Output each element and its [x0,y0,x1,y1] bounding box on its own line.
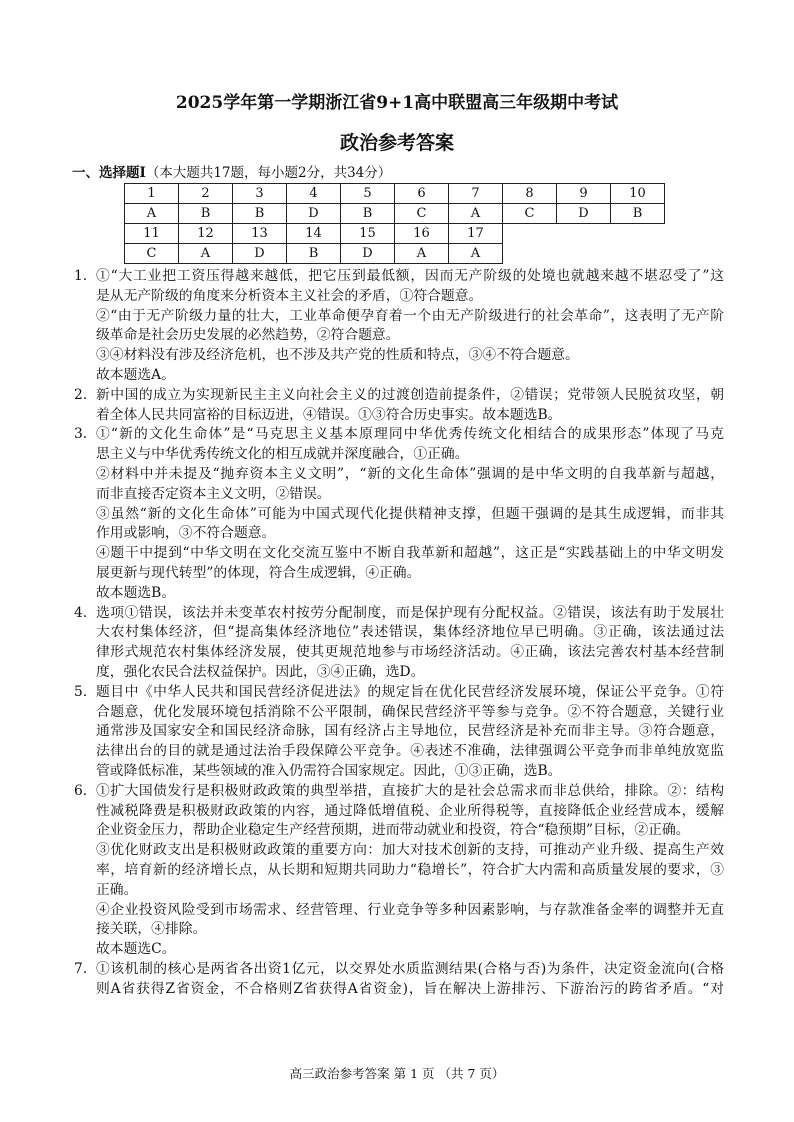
text-line: 展更新与现代转型”的体现，符合生成逻辑，④正确。 [96,564,421,581]
question-number-cell: 4 [287,184,341,204]
text-line: ③④材料没有涉及经济危机，也不涉及共产党的性质和特点，③④不符合题意。 [96,347,579,364]
text-line: 企业资金压力，帮助企业稳定生产经营预期，进而带动就业和投资，符合“稳预期”目标，②正确。 [96,822,690,839]
question-number: 6. [74,782,88,799]
question-number-cell: 12 [179,224,233,244]
question-number-cell: 16 [395,224,449,244]
text-line: 则A省获得Z省资金，不合格则Z省获得A省资金)，旨在解决上游排污、下游治污的跨省矛盾。“对 [96,980,724,997]
text-line: 是从无产阶级的角度来分析资本主义社会的矛盾，①符合题意。 [96,287,483,304]
answer-cell: B [287,244,341,264]
text-line: 合题意，优化发展环境包括消除不公平限制，确保民营经济平等参与竞争。②不符合题意，关键行业 [96,703,724,720]
answer-cell: C [395,204,449,224]
text-line: 新中国的成立为实现新民主主义向社会主义的过渡创造前提条件，②错误；党带领人民脱贫攻坚，朝 [96,386,724,403]
question-number-cell: 6 [395,184,449,204]
text-line: 通常涉及国家安全和国民经济命脉，国有经济占主导地位，民营经济是补充而非主导。③符合题意， [96,723,724,740]
question-number-cell: 5 [341,184,395,204]
text-line: 正确。 [96,881,138,898]
answer-explanation [74,386,724,426]
question-number-cell: 11 [125,224,179,244]
empty-cell [611,244,665,264]
text-line: 级革命是社会历史发展的必然趋势，②符合题意。 [96,327,400,344]
text-line: ④企业投资风险受到市场需求、经营管理、行业竞争等多种因素影响，与存款准备金率的调整并无直 [96,901,724,918]
answer-table [124,183,665,264]
text-line: ①该机制的核心是两省各出资1亿元，以交界处水质监测结果(合格与否)为条件，决定资金流向(合格 [96,960,724,977]
answer-cell: A [449,244,503,264]
answer-explanation [74,604,724,683]
answer-cell: D [233,244,287,264]
answer-cell: D [557,204,611,224]
answer-table-row [125,184,665,204]
section-heading [72,161,391,181]
question-number: 1. [74,268,88,284]
text-line: ①“新的文化生命体”是“马克思主义基本原理同中华优秀传统文化相结合的成果形态”体现了马克 [96,426,724,443]
text-line: 而非直接否定资本主义文明，②错误。 [96,485,331,502]
text-line: 故本题选C。 [96,941,176,958]
answer-table-row [125,204,665,224]
question-number-cell: 9 [557,184,611,204]
text-line: 作用或影响，③不符合题意。 [96,525,276,542]
question-number-cell: 3 [233,184,287,204]
answer-cell: D [287,204,341,224]
text-line: 度，强化农民合法权益保护。因此，③④正确，选D。 [96,663,425,680]
answer-table-row [125,244,665,264]
section-label: 一、选择题Ⅰ [72,165,146,181]
question-number: 7. [74,960,88,977]
text-line: 思主义与中华优秀传统文化的相互成就并深度融合，①正确。 [96,446,469,463]
text-line: ①扩大国债发行是积极财政政策的典型举措，直接扩大的是社会总需求而非总供给，排除。②：结构 [96,782,724,799]
explanations [74,267,724,999]
answer-cell: C [503,204,557,224]
answer-cell: A [395,244,449,264]
question-number-cell: 14 [287,224,341,244]
text-line: 大农村集体经济，但“提高集体经济地位”表述错误，集体经济地位早已明确。③正确，该法通过法 [96,624,724,641]
answer-cell: B [611,204,665,224]
text-line: 性减税降费是积极财政政策的内容，通过降低增值税、企业所得税等，直接降低企业经营成本，缓解 [96,802,724,819]
empty-cell [557,244,611,264]
text-line: ③优化财政支出是积极财政政策的重要方向：加大对技术创新的支持，可推动产业升级、提高生产效 [96,842,724,859]
question-number: 4. [74,604,88,621]
answer-explanation [74,782,724,960]
text-line: 接关联，④排除。 [96,921,207,938]
text-line: 管或降低标准，某些领域的准入仍需符合国家规定。因此，①③正确，选B。 [96,762,562,779]
answer-key-title: 政治参考答案 [339,132,454,154]
text-line: 故本题选B。 [96,584,176,601]
question-number-cell: 8 [503,184,557,204]
text-line: 法律出台的目的就是通过法治手段保障公平竞争。④表述不准确，法律强调公平竞争而非单纯放宽监 [96,743,724,760]
question-number-cell: 1 [125,184,179,204]
text-line: ④题干中提到“中华文明在文化交流互鉴中不断自我革新和超越”，这正是“实践基础上的中华文明发 [96,545,724,562]
question-number-cell: 2 [179,184,233,204]
answer-explanation [74,267,724,386]
question-number-cell: 13 [233,224,287,244]
text-line: 律形式规范农村集体经济发展，使其更规范地参与市场经济活动。④正确，该法完善农村基本经营制 [96,644,724,661]
empty-cell [611,224,665,244]
text-line: ③虽然“新的文化生命体”可能为中国式现代化提供精神支撑，但题干强调的是其生成逻辑，而非其 [96,505,724,522]
empty-cell [503,244,557,264]
answer-explanation [74,683,724,782]
exam-title: 2025学年第一学期浙江省9+1高中联盟高三年级期中考试 [175,93,619,113]
question-number-cell: 7 [449,184,503,204]
page-footer: 高三政治参考答案 第 1 页 （共 7 页） [289,1066,505,1081]
text-line: ②“由于无产阶级力量的壮大，工业革命便孕育着一个由无产阶级进行的社会革命”，这表明了无产阶 [96,307,724,324]
answer-cell: A [449,204,503,224]
text-line: ①“大工业把工资压得越来越低，把它压到最低额，因而无产阶级的处境也就越来越不堪忍受了”这 [96,268,724,284]
text-line: 着全体人民共同富裕的目标迈进，④错误。①③符合历史事实。故本题选B。 [96,406,562,423]
empty-cell [557,224,611,244]
answer-cell: B [341,204,395,224]
text-line: 故本题选A。 [96,366,175,383]
question-number: 3. [74,426,88,443]
answer-cell: B [233,204,287,224]
text-line: 题目中《中华人民共和国民营经济促进法》的规定旨在优化民营经济发展环境，保证公平竞争。①符 [96,683,724,700]
section-note: （本大题共17题，每小题2分，共34分） [145,165,392,181]
answer-cell: D [341,244,395,264]
question-number-cell: 15 [341,224,395,244]
answer-cell: A [179,244,233,264]
answer-cell: B [179,204,233,224]
question-number: 5. [74,683,88,700]
answer-explanation [74,425,724,603]
text-line: 选项①错误，该法并未变革农村按劳分配制度，而是保护现有分配权益。②错误，该法有助于发展壮 [96,604,724,621]
answer-table-row [125,224,665,244]
answer-explanation [74,960,724,1000]
empty-cell [503,224,557,244]
text-line: 率，培育新的经济增长点，从长期和短期共同助力“稳增长”，符合扩大内需和高质量发展的要求，③ [96,861,724,878]
question-number: 2. [74,386,88,403]
text-line: ②材料中并未提及“抛弃资本主义文明”，“新的文化生命体”强调的是中华文明的自我革新与超越， [96,465,724,482]
answer-cell: A [125,204,179,224]
question-number-cell: 10 [611,184,665,204]
question-number-cell: 17 [449,224,503,244]
answer-cell: C [125,244,179,264]
